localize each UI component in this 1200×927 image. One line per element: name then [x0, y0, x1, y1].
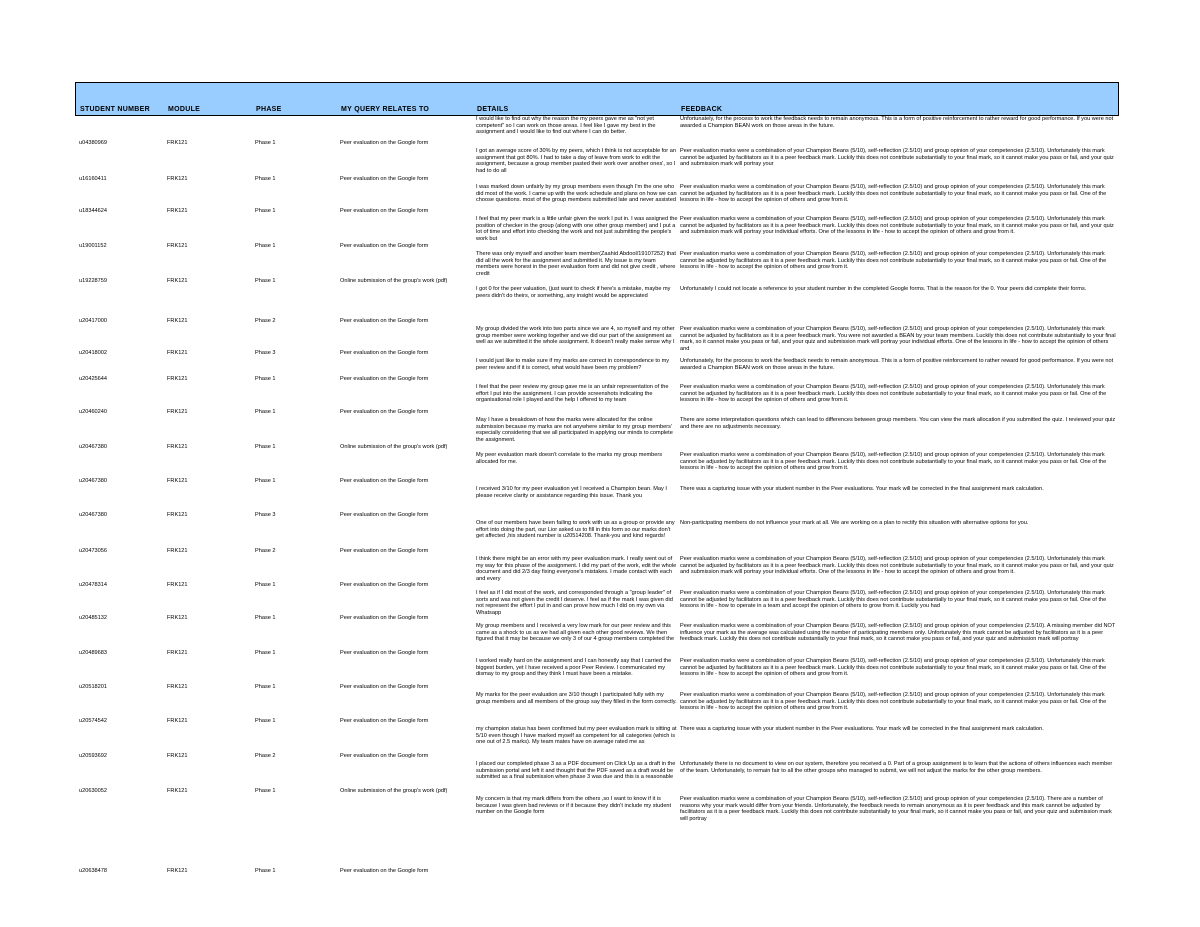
student-number-cell: u20630052 — [79, 788, 107, 795]
module-cell: FRK121 — [167, 478, 188, 485]
details-cell: I think there might be an error with my peer evaluation mark. I really went out of my way for this phase of the assignment. I did my part of the work, edit the whole document and did 2/3 day fixing everyone's mistakes. I made contact with each and every — [476, 556, 677, 582]
table-row — [75, 692, 1119, 726]
module-cell: FRK121 — [167, 376, 188, 383]
feedback-cell: Peer evaluation marks were a combination of your Champion Beans (5/10), self-reflection (2.5/10) and group opinion of your competencies (2.5/10). Unfortunately this mark cannot be adjusted by facilitators as it is a peer feedback mark. Luckily this does not contribute substantially to your final mark, so it cannot make you pass or fail. One of the lessons in life - how to accept the opinion of others and grow from it. — [680, 692, 1107, 712]
header-module: MODULE — [168, 106, 201, 113]
query-cell: Peer evaluation on the Google form — [340, 548, 429, 555]
feedback-cell: Peer evaluation marks were a combination of your Champion Beans (5/10), self-reflection (2.5/10) and group opinion of your competencies (2.5/10). Unfortunately this mark cannot be adjusted by facilitators as it is a peer feedback mark. Luckily this does not contribute substantially to your final mark, so it cannot make you pass or fail. One of the lessons in life - how to accept the opinion of others and grow from it. — [680, 452, 1107, 472]
details-cell: My group members and I received a very low mark for our peer review and this came as a shock to us as we had all given each other good reviews. We then figured that it may be because we only 3 of our 4 group members completed the — [476, 623, 675, 643]
details-cell: My group divided the work into two parts since we are 4, so myself and my other group member were working together and we did our part of the assignment as well as we submitted it the whole assignment. It doesn't really make sense why I — [476, 326, 675, 346]
phase-cell: Phase 1 — [255, 208, 276, 215]
query-cell: Peer evaluation on the Google form — [340, 140, 429, 147]
details-cell: I got an average score of 30% by my peers, which I think is not acceptable for an assignment that got 80%. I had to take a day of leave from work to edit the assignment, because a group member pasted their work over another ones', so I had to do all — [476, 148, 676, 174]
table-row — [75, 486, 1119, 520]
student-number-cell: u20467380 — [79, 478, 107, 485]
header-row — [75, 82, 1119, 116]
table-row — [75, 216, 1119, 251]
student-number-cell: u04380969 — [79, 140, 107, 147]
table-row — [75, 590, 1119, 623]
feedback-cell: Unfortunately, for the process to work the feedback needs to remain anonymous. This is a form of positive reinforcement to rather reward for good performance. If you were not awarded a Champion BEAN work on those areas in the future. — [680, 358, 1114, 371]
query-cell: Peer evaluation on the Google form — [340, 376, 429, 383]
header-phase: PHASE — [256, 106, 282, 113]
module-cell: FRK121 — [167, 444, 188, 451]
module-cell: FRK121 — [167, 176, 188, 183]
student-number-cell: u20593692 — [79, 753, 107, 760]
query-cell: Peer evaluation on the Google form — [340, 409, 429, 416]
phase-cell: Phase 1 — [255, 176, 276, 183]
phase-cell: Phase 2 — [255, 753, 276, 760]
details-cell: I would just like to make sure if my marks are correct in correspondence to my peer review and if it is correct, what would have been my problem? — [476, 358, 670, 371]
details-cell: my champion status has been confirmed but my peer evaluation mark is sitting at 5/10 even though I have marked myself as competent for all categories (which is one out of 2.5 marks). My team mates have on average rated me as — [476, 726, 677, 746]
table-row — [75, 556, 1119, 590]
table-row — [75, 358, 1119, 384]
details-cell: I placed our completed phase 3 as a PDF document on Click Up as a draft in the submission portal and left it and thought that the PDF saved as a draft would be submitted as a final submission when phase 3 was due and this is a reasonable — [476, 761, 676, 781]
query-cell: Peer evaluation on the Google form — [340, 478, 429, 485]
table-row — [75, 726, 1119, 761]
feedback-cell: Peer evaluation marks were a combination of your Champion Beans (5/10), self-reflection (2.5/10) and group opinion of your competencies (2.5/10). Unfortunately this mark cannot be adjusted by facilitators as it is a peer feedback mark. Luckily this does not contribute substantially to your final mark, so it cannot make you pass or fail. One of the lessons in life - how to accept the opinion of others and grow from it. — [680, 184, 1107, 204]
phase-cell: Phase 1 — [255, 718, 276, 725]
details-cell: There was only myself and another team member(Zaahid Abdool/19107252) that did all the work for the assignment and submitted it. My issue is my team members were honest in the peer evaluation form and did not give credit , where credit — [476, 251, 676, 277]
query-cell: Peer evaluation on the Google form — [340, 615, 429, 622]
details-cell: My marks for the peer evaluation are 3/10 though I participated fully with my group members and all members of the group say they filled in the form correctly. — [476, 692, 677, 705]
details-cell: May I have a breakdown of how the marks were allocated for the online submission because my marks are not anywhere similar to my group members' especially considering that we all participated in applying our minds to complete the assignment. — [476, 417, 673, 443]
phase-cell: Phase 2 — [255, 318, 276, 325]
header-feedback: FEEDBACK — [681, 106, 723, 113]
query-cell: Online submission of the group's work (pdf) — [340, 278, 448, 285]
table-row — [75, 417, 1119, 452]
student-number-cell: u20518201 — [79, 684, 107, 691]
feedback-cell: Peer evaluation marks were a combination of your Champion Beans (5/10), self-reflection (2.5/10) and group opinion of your competencies (2.5/10). A missing member did NOT influence your mark as the average was calculated using the number of participating members only. Unfortunately this mark cannot be adjusted by facilitators as it is a peer feedback mark. Luckily this does not contribute substantially to your final mark, so it cannot make you pass or fail, and your quiz and submission mark will portray — [680, 623, 1116, 643]
module-cell: FRK121 — [167, 788, 188, 795]
student-number-cell: u20574542 — [79, 718, 107, 725]
module-cell: FRK121 — [167, 350, 188, 357]
table-row — [75, 384, 1119, 417]
feedback-cell: Peer evaluation marks were a combination of your Champion Beans (5/10), self-reflection (2.5/10) and group opinion of your competencies (2.5/10). Unfortunately this mark cannot be adjusted by facilitators as it is a peer feedback mark. You were not awarded a BEAN by your team members. Luckily this does not contribute substantially to your final mark, so it cannot make you pass or fail, and your quiz and submission mark will portray your individual efforts. One of the lessons in life - how to accept the opinion of others and — [680, 326, 1116, 352]
header-query: MY QUERY RELATES TO — [341, 106, 430, 113]
table-row — [75, 148, 1119, 184]
details-cell: I worked really hard on the assignment and I can honestly say that I carried the biggest burden, yet I have received a poor Peer Review. I communicated my dismay to my group and they think I must have been a mistake. — [476, 658, 672, 678]
table-row — [75, 184, 1119, 216]
details-cell: I would like to find out why the reason the my peers gave me as "not yet competent" so I can work on those areas. I feel like I gave my best in the assignment and I would like to find out where I can do better. — [476, 116, 656, 136]
student-number-cell: u20425644 — [79, 376, 107, 383]
module-cell: FRK121 — [167, 650, 188, 657]
query-cell: Peer evaluation on the Google form — [340, 650, 429, 657]
feedback-cell: Unfortunately, for the process to work the feedback needs to remain anonymous. This is a form of positive reinforcement to rather reward for good performance. If you were not awarded a Champion BEAN work on those areas in the future. — [680, 116, 1114, 129]
query-cell: Peer evaluation on the Google form — [340, 582, 429, 589]
query-cell: Peer evaluation on the Google form — [340, 318, 429, 325]
query-cell: Peer evaluation on the Google form — [340, 243, 429, 250]
details-cell: I feel that my peer mark is a little unfair given the work I put in. I was assigned the position of checker in the group (along with one other group member) and I put a lot of time and effort into checking the work and not just submitting the people's work but — [476, 216, 678, 242]
feedback-cell: Peer evaluation marks were a combination of your Champion Beans (5/10), self-reflection (2.5/10) and group opinion of your competencies (2.5/10). Unfortunately this mark cannot be adjusted by facilitators as it is a peer feedback mark. Luckily this does not contribute substantially to your final mark, so it cannot make you pass or fail. One of the lessons in life - how to operate in a team and accept the opinion of others to grow from it. Luckily you had — [680, 590, 1107, 610]
module-cell: FRK121 — [167, 868, 188, 875]
student-number-cell: u19001152 — [79, 243, 107, 250]
phase-cell: Phase 3 — [255, 512, 276, 519]
details-cell: I got 0 for the peer valuation, (just want to check if here's a mistake, maybe my peers didn't do theirs, or something, any insight would be appreciated — [476, 286, 671, 299]
student-number-cell: u20638478 — [79, 868, 107, 875]
table-row — [75, 796, 1119, 876]
query-cell: Peer evaluation on the Google form — [340, 208, 429, 215]
spreadsheet-sheet — [75, 82, 1119, 875]
details-cell: I feel that the peer review my group gave me is an unfair representation of the effort I put into the assignment. I can provide screenshots indicating the organisational role I played and the help I offered to my team — [476, 384, 669, 404]
feedback-cell: There was a capturing issue with your student number in the Peer evaluations. Your mark will be corrected in the final assignment mark calculation. — [680, 486, 1044, 492]
feedback-cell: Unfortunately I could not locate a reference to your student number in the completed Google forms. That is the reason for the 0. Your peers did complete their forms. — [680, 286, 1087, 292]
feedback-cell: Non-participating members do not influence your mark at all. We are working on a plan to rectify this situation with alternative options for you. — [680, 520, 1029, 526]
query-cell: Peer evaluation on the Google form — [340, 512, 429, 519]
feedback-cell: Unfortunately there is no document to view on our system, therefore you received a 0. Part of a group assignment is to learn that the actions of others influences each member of the team. Unfortunately, to remain fair to all the other groups who managed to submit, we will not adjust the marks for the other group members. — [680, 761, 1113, 774]
feedback-cell: There are some interpretation questions which can lead to differences between group members. You can view the mark allocation if you submitted the quiz. I reviewed your quiz and there are no adjustments necessary. — [680, 417, 1116, 430]
table-row — [75, 623, 1119, 658]
phase-cell: Phase 1 — [255, 868, 276, 875]
phase-cell: Phase 3 — [255, 350, 276, 357]
query-cell: Online submission of the group's work (pdf) — [340, 788, 448, 795]
table-row — [75, 326, 1119, 358]
feedback-cell: Peer evaluation marks were a combination of your Champion Beans (5/10), self-reflection (2.5/10) and group opinion of your competencies (2.5/10). Unfortunately this mark cannot be adjusted by facilitators as it is a peer feedback mark. Luckily this does not contribute substantially to your final mark, so it cannot make you pass or fail, and your quiz and submission mark will portray your individual efforts. One of the lessons in life - how to accept the opinion of others and grow from it. — [680, 556, 1114, 576]
student-number-cell: u20473056 — [79, 548, 107, 555]
table-row — [75, 286, 1119, 326]
student-number-cell: u18344624 — [79, 208, 107, 215]
details-cell: I received 3/10 for my peer evaluation yet I received a Champion bean. May I please receive clarity or assistance regarding this issue. Thank you — [476, 486, 667, 499]
phase-cell: Phase 2 — [255, 548, 276, 555]
module-cell: FRK121 — [167, 582, 188, 589]
phase-cell: Phase 1 — [255, 650, 276, 657]
student-number-cell: u19228759 — [79, 278, 107, 285]
phase-cell: Phase 1 — [255, 615, 276, 622]
feedback-cell: There was a capturing issue with your student number in the Peer evaluations. Your mark will be corrected in the final assignment mark calculation. — [680, 726, 1044, 732]
query-cell: Peer evaluation on the Google form — [340, 176, 429, 183]
student-number-cell: u20467380 — [79, 512, 107, 519]
module-cell: FRK121 — [167, 548, 188, 555]
table-row — [75, 452, 1119, 486]
student-number-cell: u16160411 — [79, 176, 107, 183]
feedback-cell: Peer evaluation marks were a combination of your Champion Beans (5/10), self-reflection (2.5/10) and group opinion of your competencies (2.5/10). Unfortunately this mark cannot be adjusted by facilitators as it is a peer feedback mark. Luckily this does not contribute substantially to your final mark, so it cannot make you pass or fail. One of the lessons in life - how to accept the opinion of others and grow from it. — [680, 658, 1107, 678]
phase-cell: Phase 1 — [255, 582, 276, 589]
student-number-cell: u20418002 — [79, 350, 107, 357]
module-cell: FRK121 — [167, 318, 188, 325]
module-cell: FRK121 — [167, 753, 188, 760]
header-details: DETAILS — [477, 106, 509, 113]
phase-cell: Phase 1 — [255, 444, 276, 451]
student-number-cell: u20417000 — [79, 318, 107, 325]
phase-cell: Phase 1 — [255, 376, 276, 383]
phase-cell: Phase 1 — [255, 478, 276, 485]
feedback-cell: Peer evaluation marks were a combination of your Champion Beans (5/10), self-reflection (2.5/10) and group opinion of your competencies (2.5/10). Unfortunately this mark cannot be adjusted by facilitators as it is a peer feedback mark. Luckily this does not contribute substantially to your final mark, so it cannot make you pass or fail, and your quiz and submission mark will portray your individual efforts. One of the lessons in life - how to accept the opinion of others and grow from it. — [680, 216, 1114, 236]
details-cell: One of our members have been failing to work with us as a group or provide any effort into doing the part, our Lior asked us to fill in this form so our marks don't get affected ,his student number is u20514208. Thank-you and kind regards! — [476, 520, 675, 540]
module-cell: FRK121 — [167, 243, 188, 250]
details-cell: I was marked down unfairly by my group members even though I'm the one who did most of the work. I came up with the work schedule and plans on how we can choose questions. most of the group members submitted late and never assisted — [476, 184, 677, 204]
query-cell: Peer evaluation on the Google form — [340, 350, 429, 357]
module-cell: FRK121 — [167, 512, 188, 519]
query-cell: Peer evaluation on the Google form — [340, 753, 429, 760]
phase-cell: Phase 1 — [255, 788, 276, 795]
feedback-cell: Peer evaluation marks were a combination of your Champion Beans (5/10), self-reflection (2.5/10) and group opinion of your competencies (2.5/10). Unfortunately this mark cannot be adjusted by facilitators as it is a peer feedback mark. Luckily this does not contribute substantially to your final mark, so it cannot make you pass or fail. One of the lessons in life - how to accept the opinion of others and grow from it. — [680, 251, 1107, 271]
module-cell: FRK121 — [167, 409, 188, 416]
query-cell: Online submission of the group's work (pdf) — [340, 444, 448, 451]
table-row — [75, 520, 1119, 556]
phase-cell: Phase 1 — [255, 409, 276, 416]
table-row — [75, 251, 1119, 286]
module-cell: FRK121 — [167, 684, 188, 691]
student-number-cell: u20460240 — [79, 409, 107, 416]
query-cell: Peer evaluation on the Google form — [340, 718, 429, 725]
phase-cell: Phase 1 — [255, 684, 276, 691]
phase-cell: Phase 1 — [255, 140, 276, 147]
query-cell: Peer evaluation on the Google form — [340, 868, 429, 875]
module-cell: FRK121 — [167, 140, 188, 147]
details-cell: I feel as if I did most of the work, and corresponded through a "group leader" of sorts and was not given the credit I deserve. I feel as if the mark I was given did not represent the effort I put in and can prove how much I did on my own via Whatsapp — [476, 590, 673, 616]
details-cell: My peer evaluation mark doesn't correlate to the marks my group members allocated for me. — [476, 452, 663, 465]
table-row — [75, 658, 1119, 692]
query-cell: Peer evaluation on the Google form — [340, 684, 429, 691]
module-cell: FRK121 — [167, 208, 188, 215]
details-cell: My concern is that my mark differs from the others ,so I want to know if it is because I was given bad reviews or if it because they didn't include my student number on the Google form — [476, 796, 672, 816]
feedback-cell: Peer evaluation marks were a combination of your Champion Beans (5/10), self-reflection (2.5/10) and group opinion of your competencies (2.5/10). There are a number of reasons why your mark would differ from your friends. Unfortunately, the feedback needs to remain anonymous as it is peer feedback and this mark cannot be adjusted by facilitators as it is a peer feedback mark. Luckily this does not contribute substantially to your final mark, so it cannot make you pass or fail, and your quiz and submission mark will portray — [680, 796, 1112, 822]
feedback-cell: Peer evaluation marks were a combination of your Champion Beans (5/10), self-reflection (2.5/10) and group opinion of your competencies (2.5/10). Unfortunately this mark cannot be adjusted by facilitators as it is a peer feedback mark. Luckily this does not contribute substantially to your final mark, so it cannot make you pass or fail. One of the lessons in life - how to accept the opinion of others and grow from it. — [680, 384, 1107, 404]
header-student-number: STUDENT NUMBER — [80, 106, 150, 113]
table-row — [75, 761, 1119, 796]
module-cell: FRK121 — [167, 718, 188, 725]
phase-cell: Phase 1 — [255, 243, 276, 250]
student-number-cell: u20489683 — [79, 650, 107, 657]
student-number-cell: u20467380 — [79, 444, 107, 451]
table-row — [75, 116, 1119, 148]
student-number-cell: u20478314 — [79, 582, 107, 589]
student-number-cell: u20485132 — [79, 615, 107, 622]
feedback-cell: Peer evaluation marks were a combination of your Champion Beans (5/10), self-reflection (2.5/10) and group opinion of your competencies (2.5/10). Unfortunately this mark cannot be adjusted by facilitators as it is a peer feedback mark. Luckily this does not contribute substantially to your final mark, so it cannot make you pass or fail, and your quiz and submission mark will portray your — [680, 148, 1114, 168]
phase-cell: Phase 1 — [255, 278, 276, 285]
module-cell: FRK121 — [167, 615, 188, 622]
module-cell: FRK121 — [167, 278, 188, 285]
